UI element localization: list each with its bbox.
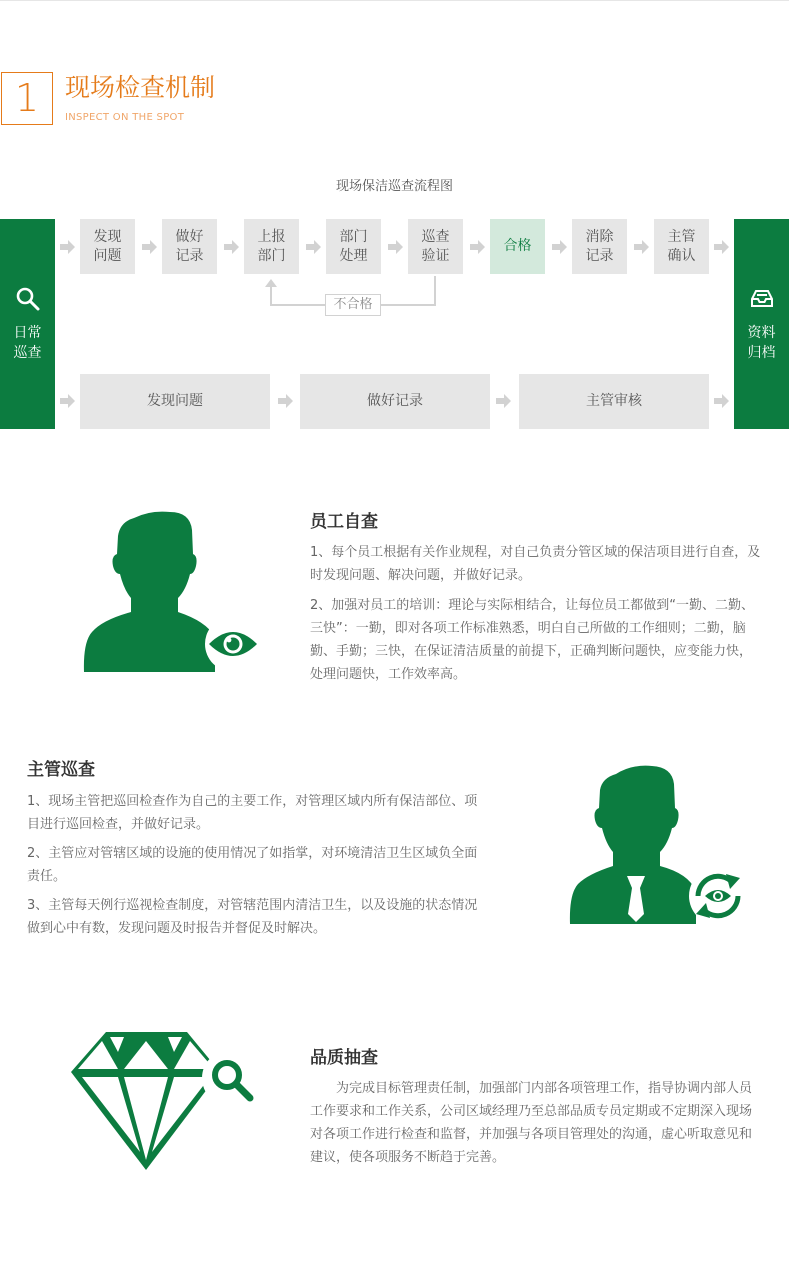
supervisor-check-p3: 3、主管每天例行巡视检查制度，对管辖范围内清洁卫生，以及设施的状态情况做到心中有数，发现问题及时报告并督促及时解决。 [27,898,478,936]
staff-check-p2: 2、加强对员工的培训：理论与实际相结合，让每位员工都做到“一勤、二勤、三快”：一勤，即对各项工作标准熟悉，明白自己所做的工作细则；二勤，脑勤、手勤；三快，在保证清洁质量的前提下，正确判断问题快，应变能力快，处理问题快，工作效率高。 [310,598,755,682]
supervisor-check-title: 主管巡查 [27,760,95,780]
staff-check-title: 员工自查 [310,512,378,532]
step-line-1: 发现 [93,228,122,245]
supervisor-check-p2: 2、主管应对管辖区域的设施的使用情况了如指掌，对环境清洁卫生区域负全面责任。 [27,846,478,884]
left-bar-label-2: 巡查 [13,345,42,361]
step-line-2: 问题 [93,247,122,264]
section-title: 现场检查机制 [65,73,216,102]
left-bar-label-1: 日常 [13,325,42,341]
right-bar-label-1: 资料 [747,325,776,341]
arrow-right-icon [60,240,75,254]
arrow-up-icon [265,279,277,287]
step-line-1: 主管 [667,228,696,245]
arrow-right-icon [278,394,293,408]
arrow-right-icon [60,394,75,408]
step-line-1: 做好 [175,228,204,245]
step-line-2: 部门 [257,247,286,264]
step-line-2: 验证 [421,247,450,264]
step-line-1: 合格 [503,238,532,254]
step-line-2: 记录 [175,247,204,264]
arrow-right-icon [224,240,239,254]
flow-title: 现场保洁巡查流程图 [335,179,453,194]
step-line-2: 处理 [339,247,368,264]
section-subtitle: INSPECT ON THE SPOT [65,112,185,123]
arrow-right-icon [714,240,729,254]
flow-bottom-supervisor-review: 主管审核 [519,374,709,429]
arrow-right-icon [634,240,649,254]
fail-label: 不合格 [325,294,381,316]
quality-check-p1: 为完成目标管理责任制，加强部门内部各项管理工作，指导协调内部人员工作要求和工作关系，公司区域经理乃至总部品质专员定期或不定期深入现场对各项工作进行检查和监督，并加强与各项目管理处的沟通，虚心听取意见和建议，使各项服务不断趋于完善。 [310,1081,753,1165]
arrow-right-icon [552,240,567,254]
section-number: 1 [1,72,53,125]
arrow-right-icon [496,394,511,408]
step-line-1: 消除 [585,228,614,245]
step-line-2: 确认 [667,247,696,264]
quality-check-title: 品质抽查 [310,1048,378,1068]
arrow-right-icon [142,240,157,254]
step-line-1: 上报 [257,228,286,245]
step-line-2: 记录 [585,247,614,264]
person-tie-refresh-eye-icon [568,762,748,928]
staff-check-p1: 1、每个员工根据有关作业规程，对自己负责分管区域的保洁项目进行自查，及时发现问题、解决问题，并做好记录。 [310,545,761,583]
flow-bottom-record: 做好记录 [300,374,490,429]
person-eye-icon [80,508,260,678]
arrow-right-icon [306,240,321,254]
arrow-right-icon [470,240,485,254]
arrow-right-icon [714,394,729,408]
flow-bottom-find-problem: 发现问题 [80,374,270,429]
right-bar-label-2: 归档 [747,345,776,361]
supervisor-check-p1: 1、现场主管把巡回检查作为自己的主要工作，对管理区域内所有保洁部位、项目进行巡回检查，并做好记录。 [27,794,478,832]
step-line-1: 巡查 [421,228,450,245]
step-line-1: 部门 [339,228,368,245]
arrow-right-icon [388,240,403,254]
diamond-search-icon [68,1028,258,1174]
